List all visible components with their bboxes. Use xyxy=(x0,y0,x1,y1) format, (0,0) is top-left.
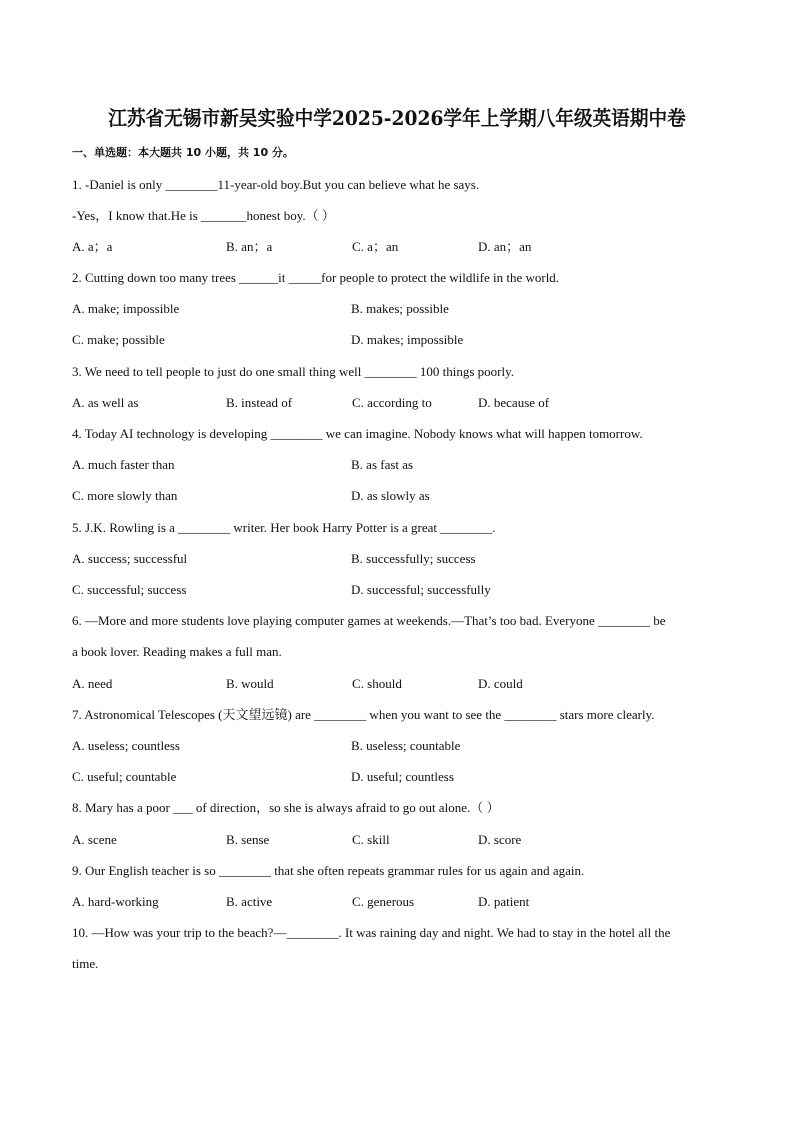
question-1-option-a[interactable]: A. a；a xyxy=(72,239,113,254)
question-8-option-c[interactable]: C. skill xyxy=(352,832,390,847)
question-3-option-b[interactable]: B. instead of xyxy=(226,395,293,410)
question-10-stem-line-1: 10. —How was your trip to the beach?—________. It was raining day and night. We had to stay in the hotel all the xyxy=(72,925,671,940)
question-2-option-a[interactable]: A. make; impossible xyxy=(72,301,180,316)
question-1-option-d[interactable]: D. an；an xyxy=(478,239,532,254)
question-9-stem: 9. Our English teacher is so ________ that she often repeats grammar rules for us again and again. xyxy=(72,863,585,878)
question-6-option-c[interactable]: C. should xyxy=(352,676,402,691)
question-5-option-b[interactable]: B. successfully; success xyxy=(351,551,476,566)
question-2-option-c[interactable]: C. make; possible xyxy=(72,332,165,347)
question-4-option-c[interactable]: C. more slowly than xyxy=(72,488,178,503)
question-4-option-d[interactable]: D. as slowly as xyxy=(351,488,430,503)
question-9-option-a[interactable]: A. hard-working xyxy=(72,894,159,909)
question-7-option-d[interactable]: D. useful; countless xyxy=(351,769,454,784)
question-1-stem-line-2: -Yes，I know that.He is _______honest boy.（ ） xyxy=(72,208,335,223)
page-title: 江苏省无锡市新吴实验中学2025-2026学年上学期八年级英语期中卷 xyxy=(108,106,686,130)
question-5-option-c[interactable]: C. successful; success xyxy=(72,582,187,597)
question-1-stem-line-1: 1. -Daniel is only ________11-year-old boy.But you can believe what he says. xyxy=(72,177,480,192)
question-2-option-d[interactable]: D. makes; impossible xyxy=(351,332,464,347)
question-7-option-b[interactable]: B. useless; countable xyxy=(351,738,461,753)
question-9-option-d[interactable]: D. patient xyxy=(478,894,530,909)
question-6-option-b[interactable]: B. would xyxy=(226,676,274,691)
question-8-option-b[interactable]: B. sense xyxy=(226,832,270,847)
question-2-stem: 2. Cutting down too many trees ______it _____for people to protect the wildlife in the world. xyxy=(72,270,560,285)
question-6-option-d[interactable]: D. could xyxy=(478,676,523,691)
question-6-stem-line-2: a book lover. Reading makes a full man. xyxy=(72,644,282,659)
question-9-option-b[interactable]: B. active xyxy=(226,894,273,909)
question-6-option-a[interactable]: A. need xyxy=(72,676,113,691)
question-3-option-a[interactable]: A. as well as xyxy=(72,395,139,410)
question-4-option-b[interactable]: B. as fast as xyxy=(351,457,414,472)
question-7-option-a[interactable]: A. useless; countless xyxy=(72,738,180,753)
section-heading: 一、单选题：本大题共 10 小题，共 10 分。 xyxy=(72,146,294,159)
question-6-stem-line-1: 6. —More and more students love playing computer games at weekends.—That’s too bad. Everyone ________ be xyxy=(72,613,666,628)
question-9-option-c[interactable]: C. generous xyxy=(352,894,415,909)
question-5-option-a[interactable]: A. success; successful xyxy=(72,551,188,566)
question-7-stem: 7. Astronomical Telescopes (天文望远镜) are ________ when you want to see the ________ stars more clearly. xyxy=(72,707,655,722)
question-2-option-b[interactable]: B. makes; possible xyxy=(351,301,449,316)
question-10-stem-line-2: time. xyxy=(72,956,99,971)
question-5-option-d[interactable]: D. successful; successfully xyxy=(351,582,491,597)
question-4-stem: 4. Today AI technology is developing ________ we can imagine. Nobody knows what will happen tomorrow. xyxy=(72,426,643,441)
question-8-option-d[interactable]: D. score xyxy=(478,832,522,847)
question-3-option-d[interactable]: D. because of xyxy=(478,395,550,410)
question-5-stem: 5. J.K. Rowling is a ________ writer. Her book Harry Potter is a great ________. xyxy=(72,520,496,535)
question-1-option-c[interactable]: C. a；an xyxy=(352,239,399,254)
question-4-option-a[interactable]: A. much faster than xyxy=(72,457,175,472)
question-7-option-c[interactable]: C. useful; countable xyxy=(72,769,177,784)
question-3-stem: 3. We need to tell people to just do one small thing well ________ 100 things poorly. xyxy=(72,364,514,379)
question-8-stem: 8. Mary has a poor ___ of direction，so she is always afraid to go out alone.（ ） xyxy=(72,800,500,815)
question-1-option-b[interactable]: B. an；a xyxy=(226,239,273,254)
question-3-option-c[interactable]: C. according to xyxy=(352,395,432,410)
question-8-option-a[interactable]: A. scene xyxy=(72,832,117,847)
